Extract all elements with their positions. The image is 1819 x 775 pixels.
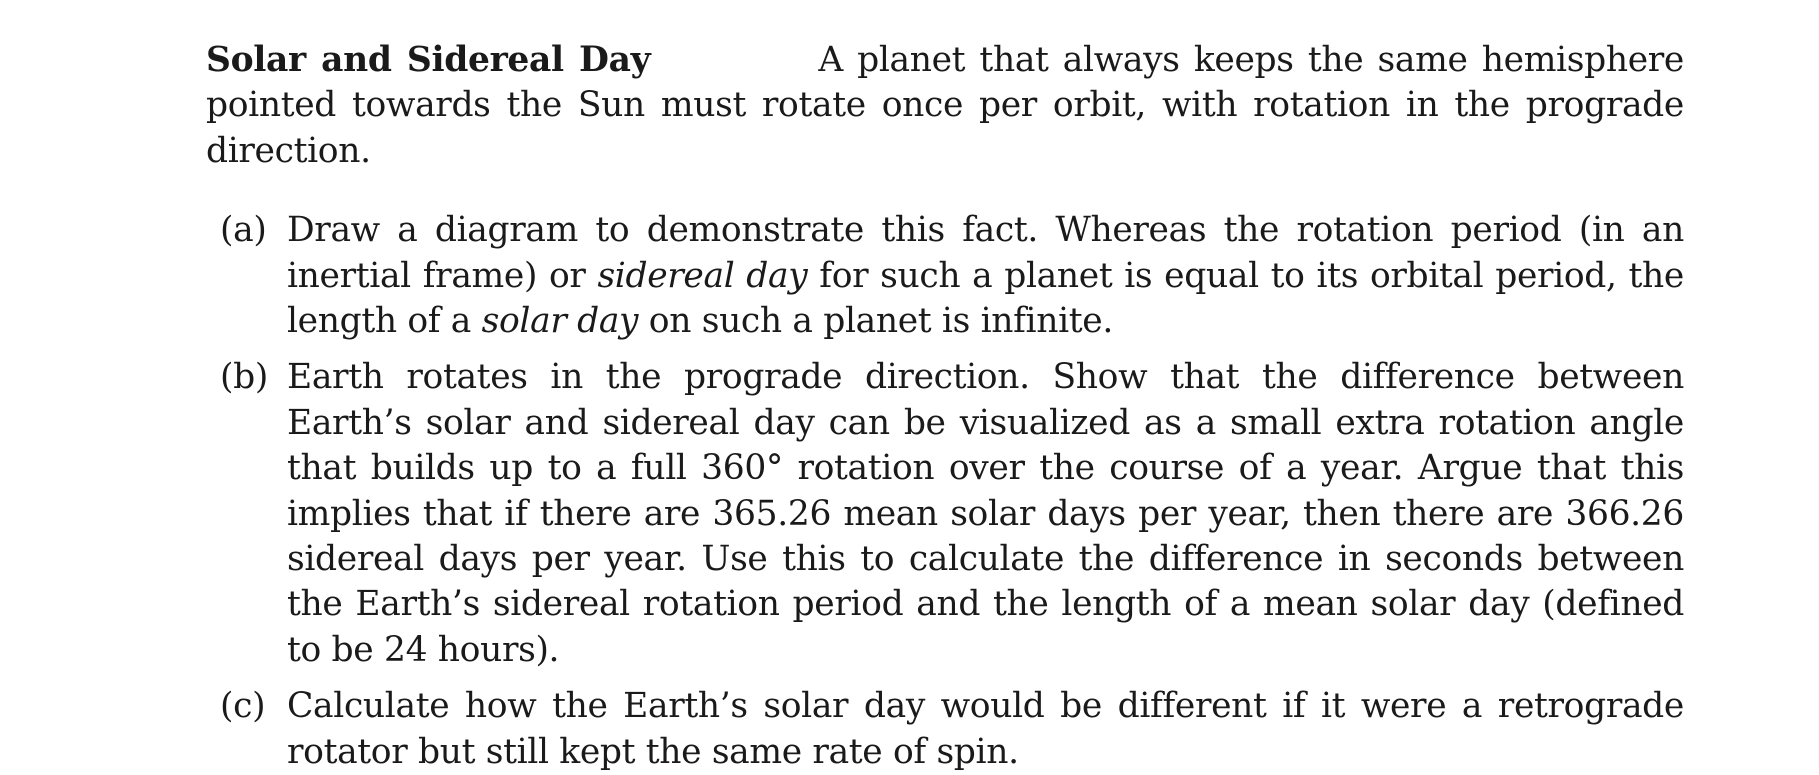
term-sidereal-day: sidereal day: [597, 255, 808, 296]
problem-block: [206, 38, 1684, 775]
part-text: for such a planet is equal to its orbital period, the length of a: [287, 255, 1684, 342]
part-text: on such a planet is infinite.: [638, 301, 1113, 342]
term-solar-day: solar day: [481, 301, 639, 342]
parts-list: [206, 208, 1684, 775]
part-text: Calculate how the Earth’s solar day would be different if it were a retrograde rotator but still kept the same rate of spin.: [287, 686, 1684, 772]
part-text: Draw a diagram to demonstrate this fact. Whereas the rotation period (in an inertial frame) or: [287, 210, 1684, 296]
part-label: (a): [220, 210, 267, 251]
intro-text: A planet that always keeps the same hemisphere pointed towards the Sun must rotate once per orbit, with rotation in the prograde direction.: [206, 40, 1684, 171]
part-c: [206, 684, 1684, 775]
part-text: Earth rotates in the prograde direction. Show that the difference between Earth’s solar and sidereal day can be visualized as a small extra rotation angle that builds up to a full 360° rotation over the course of a year. Argue that this implies that if there are 365.26 mean solar days per year, then there are 366.26 sidereal days per year. Use this to calculate the difference in seconds between the Earth’s sidereal rotation period and the length of a mean solar day (defined to be 24 hours).: [287, 357, 1684, 670]
part-label: (b): [220, 357, 268, 398]
problem-title: Solar and Sidereal Day: [206, 40, 651, 80]
problem-intro: [206, 38, 1684, 174]
part-a: [206, 208, 1684, 344]
part-b: [206, 355, 1684, 673]
part-label: (c): [220, 686, 266, 727]
